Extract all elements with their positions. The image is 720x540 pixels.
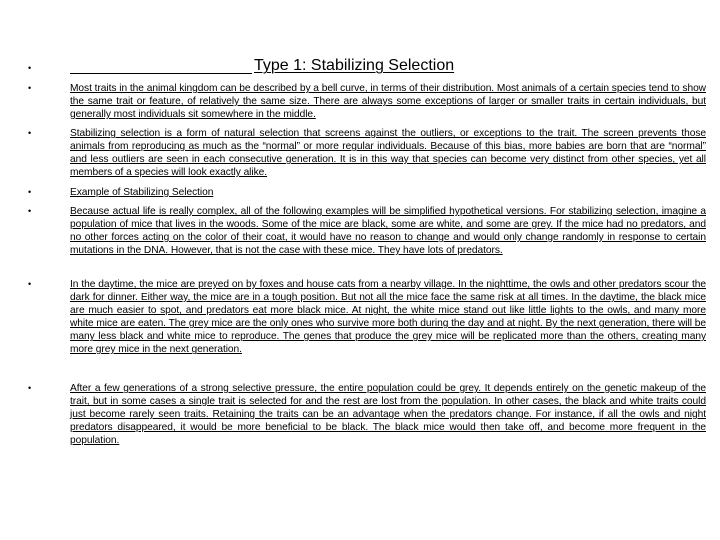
title-line xyxy=(70,56,490,78)
bullet-marker: • xyxy=(28,187,32,197)
bullet-marker: • xyxy=(28,128,32,138)
paragraph-predators: In the daytime, the mice are preyed on by foxes and house cats from a nearby village. In the nighttime, the owls and other predators scour the dark for dinner. Either way, the mice are in a tough position. But not all the mice face the same risk at all times. In the daytime, the black mice are much easier to spot, and predators eat more black mice. At night, the white mice stand out like little lights to the owls, and many more white mice are eaten. The grey mice are the only ones who survive more both during the day and at night. By the next generation, there will be many less black and white mice to reproduce. The genes that produce the grey mice will be replicated more than the others, creating many more grey mice in the next generation. xyxy=(70,279,706,356)
bullet-marker: • xyxy=(28,383,32,393)
title-underline-rule xyxy=(70,73,252,74)
bullet-marker: • xyxy=(28,63,32,73)
bullet-marker: • xyxy=(28,279,32,289)
paragraph-mice-example: Because actual life is really complex, all of the following examples will be simplified hypothetical versions. For stabilizing selection, imagine a population of mice that lives in the woods. Some of the mice are black, some are white, and some are grey. If the mice had no predators, and no other forces acting on the color of their coat, it would have no reason to change and would only change randomly in response to certain mutations in the DNA. However, that is not the case with these mice. They have lots of predators. xyxy=(70,206,706,257)
paragraph-stabilizing-definition: Stabilizing selection is a form of natural selection that screens against the outliers, or exceptions to the trait. The screen prevents those animals from reproducing as much as the “normal” or more regular individuals. Because of this bias, more babies are born that are “normal” and less outliers are seen in each consecutive generation. It is in this way that species can become very distinct from other species, yet all members of a species will look exactly alike. xyxy=(70,128,706,179)
paragraph-bell-curve: Most traits in the animal kingdom can be described by a bell curve, in terms of their distribution. Most animals of a certain species tend to show the same trait or feature, of relatively the same size. There are always some exceptions of larger or smaller traits in certain individuals, but generally most individuals sit somewhere in the middle. xyxy=(70,83,706,121)
example-heading: Example of Stabilizing Selection xyxy=(70,187,214,198)
bullet-marker: • xyxy=(28,83,32,93)
slide-title: Type 1: Stabilizing Selection xyxy=(254,57,455,74)
paragraph-selective-pressure: After a few generations of a strong selective pressure, the entire population could be grey. It depends entirely on the genetic makeup of the trait, but in some cases a single trait is selected for and the rest are lost from the population. In other cases, the black and white traits could just become rarely seen traits. Retaining the traits can be an advantage when the predators change. For instance, if all the owls and night predators disappeared, it would be more beneficial to be black. The black mice would then take off, and become more frequent in the population. xyxy=(70,383,706,447)
bullet-marker: • xyxy=(28,206,32,216)
